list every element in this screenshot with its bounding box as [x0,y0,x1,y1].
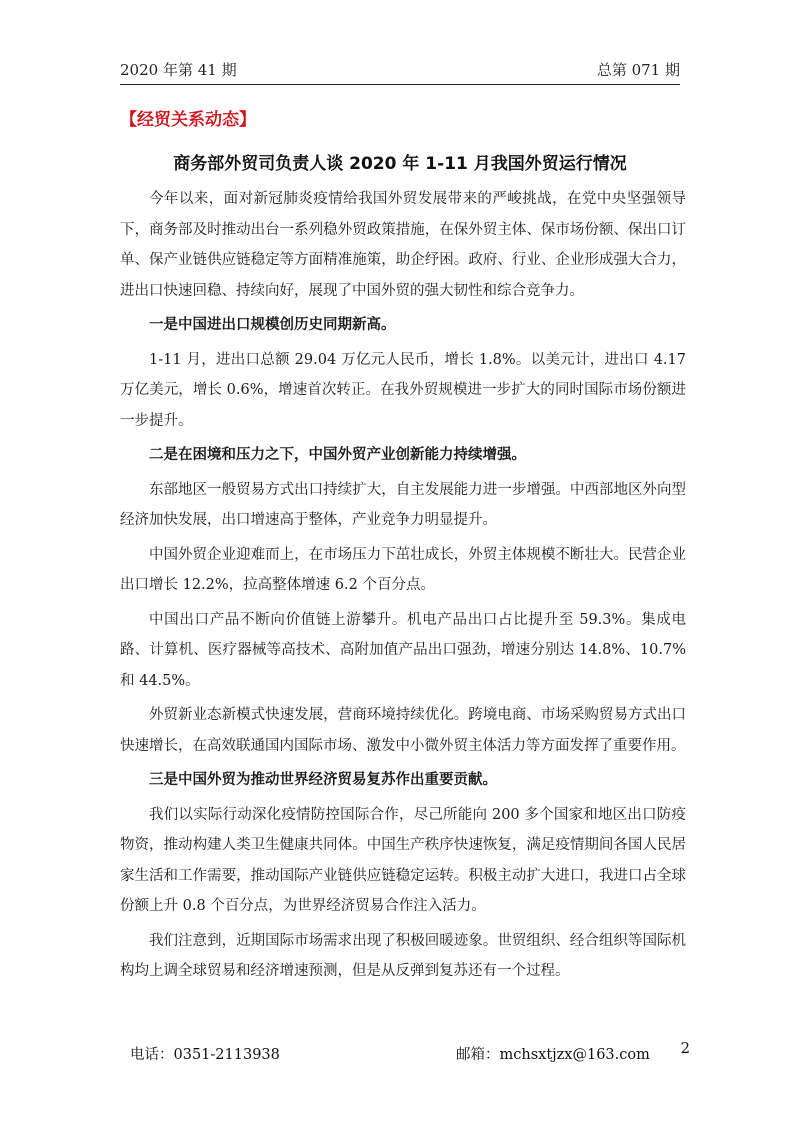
body-paragraph: 中国出口产品不断向价值链上游攀升。机电产品出口占比提升至 59.3%。集成电路、计算机、医疗器械等高技术、高附加值产品出口强劲，增速分别达 14.8%、10.7%和 44.5%。 [120,611,686,689]
issue-number: 2020 年第 41 期 [120,61,237,79]
section-heading: 二是在困境和压力之下，中国外贸产业创新能力持续增强。 [149,447,526,463]
body-paragraph: 外贸新业态新模式快速发展，营商环境持续优化。跨境电商、市场采购贸易方式出口快速增长，在高效联通国内国际市场、激发中小微外贸主体活力等方面发挥了重要作用。 [120,707,686,754]
section-tag: 【经贸关系动态】 [120,110,256,130]
section-heading: 三是中国外贸为推动世界经济贸易复苏作出重要贡献。 [149,772,497,788]
body-paragraph: 我们以实际行动深化疫情防控国际合作，尽己所能向 200 多个国家和地区出口防疫物资，推动构建人类卫生健康共同体。中国生产秩序快速恢复，满足疫情期间各国人民居家生活和工作需要，推动国际产业链供应链稳定运转。积极主动扩大进口，我进口占全球份额上升 0.8 个百分点，为世界经济贸易合作注入活力。 [120,806,686,914]
page-header [120,58,680,85]
body-paragraph: 今年以来，面对新冠肺炎疫情给我国外贸发展带来的严峻挑战，在党中央坚强领导下，商务部及时推动出台一系列稳外贸政策措施，在保外贸主体、保市场份额、保出口订单、保产业链供应链稳定等方面精准施策，助企纾困。政府、行业、企业形成强大合力，进出口快速回稳、持续向好，展现了中国外贸的强大韧性和综合竞争力。 [120,191,686,299]
body-paragraph: 中国外贸企业迎难而上，在市场压力下茁壮成长，外贸主体规模不断壮大。民营企业出口增长 12.2%，拉高整体增速 6.2 个百分点。 [120,546,686,593]
page-number: 2 [680,1039,690,1057]
body-paragraph: 东部地区一般贸易方式出口持续扩大，自主发展能力进一步增强。中西部地区外向型经济加快发展，出口增速高于整体，产业竞争力明显提升。 [120,481,686,528]
total-issue-number: 总第 071 期 [596,61,680,79]
article-body [120,184,686,991]
page-footer [130,1039,690,1067]
contact-email: 邮箱：mchsxtjzx@163.com [456,1047,650,1063]
contact-phone: 电话：0351-2113938 [130,1047,280,1063]
section-heading: 一是中国进出口规模创历史同期新高。 [149,317,396,333]
body-paragraph: 我们注意到，近期国际市场需求出现了积极回暖迹象。世贸组织、经合组织等国际机构均上调全球贸易和经济增速预测，但是从反弹到复苏还有一个过程。 [120,932,686,979]
body-paragraph: 1-11 月，进出口总额 29.04 万亿元人民币，增长 1.8%。以美元计，进出口 4.17 万亿美元，增长 0.6%，增速首次转正。在我外贸规模进一步扩大的同时国际市场份额进一步提升。 [120,351,686,429]
article-title: 商务部外贸司负责人谈 2020 年 1-11 月我国外贸运行情况 [173,154,627,174]
